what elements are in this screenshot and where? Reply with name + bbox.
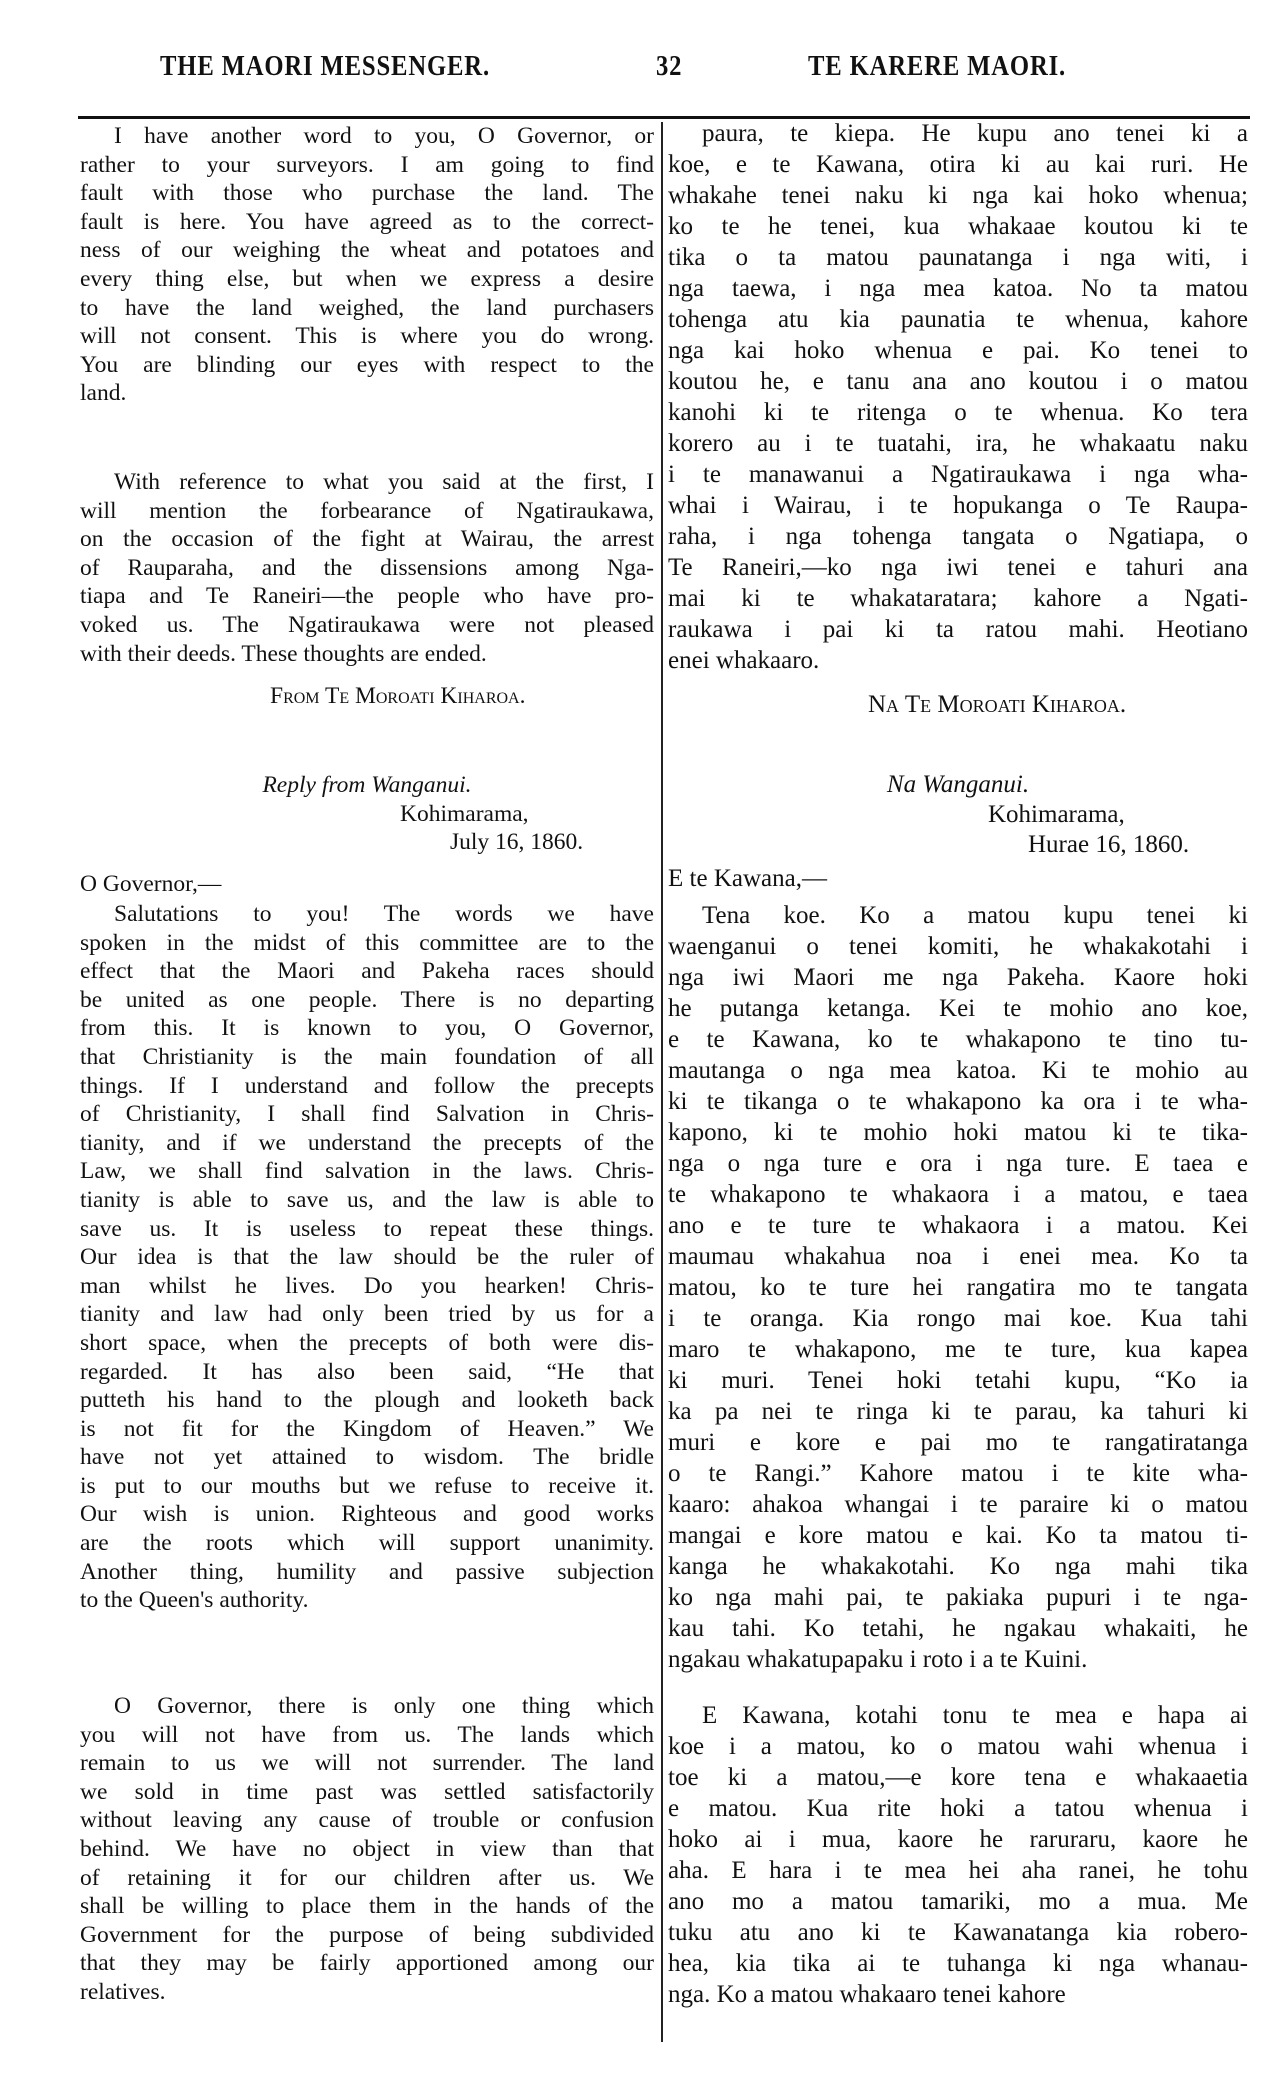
text-line: that Christianity is the main foundation of all	[80, 1043, 654, 1070]
text-line: Te Raneiri,—ko nga iwi tenei e tahuri ana	[668, 554, 1248, 581]
text-line: maro te whakapono, me te ture, kua kapea	[668, 1336, 1248, 1363]
text-line: koutou he, e tanu ana ano koutou i o matou	[668, 368, 1248, 395]
text-line: ki muri. Tenei hoki tetahi kupu, “Ko ia	[668, 1367, 1248, 1394]
paragraph	[80, 122, 654, 408]
text-line: Our idea is that the law should be the ruler of	[80, 1244, 654, 1271]
text-line: is put to our mouths but we refuse to receive it.	[80, 1472, 654, 1499]
text-line: shall be willing to place them in the hands of the	[80, 1893, 654, 1920]
masthead-english: THE MAORI MESSENGER.	[160, 50, 490, 82]
page-number: 32	[656, 50, 683, 82]
text-line: behind. We have no object in view than that	[80, 1835, 654, 1862]
text-line: ka pa nei te ringa ki te parau, ka tahuri ki	[668, 1398, 1248, 1425]
text-line: short space, when the precepts of both were dis-	[80, 1329, 654, 1356]
signature: Na Te Moroati Kiharoa.	[868, 691, 1127, 718]
text-line: kau tahi. Ko tetahi, he ngakau whakaiti, he	[668, 1615, 1248, 1642]
salutation: O Governor,—	[80, 871, 222, 897]
text-line: nga o nga ture e ora i nga ture. E taea e	[668, 1150, 1248, 1177]
text-line: have not yet attained to wisdom. The bridle	[80, 1444, 654, 1471]
text-line: hea, kia tika ai te tuhanga ki nga whanau-	[668, 1950, 1248, 1977]
text-line: e te Kawana, ko te whakapono te tino tu-	[668, 1026, 1248, 1053]
text-line: raukawa i pai ki ta ratou mahi. Heotiano	[668, 616, 1248, 643]
masthead-maori: TE KARERE MAORI.	[808, 50, 1067, 82]
text-line: I have another word to you, O Governor, or	[114, 123, 654, 149]
text-line: to have the land weighed, the land purchasers	[80, 294, 654, 321]
text-line: on the occasion of the fight at Wairau, the arrest	[80, 526, 654, 553]
text-line: e matou. Kua rite hoki a tatou whenua i	[668, 1795, 1248, 1822]
text-line: whakahe tenei naku ki nga kai hoko whenua;	[668, 182, 1248, 209]
text-line: be united as one people. There is no departing	[80, 986, 654, 1013]
text-line: is not fit for the Kingdom of Heaven.” We	[80, 1415, 654, 1442]
text-line: hoko ai i mua, kaore he raruraru, kaore he	[668, 1826, 1248, 1853]
text-line: of Rauparaha, and the dissensions among Nga-	[80, 554, 654, 581]
paragraph	[80, 1692, 654, 2007]
text-line: putteth his hand to the plough and looketh back	[80, 1387, 654, 1414]
text-line: fault is here. You have agreed as to the correct-	[80, 208, 654, 235]
text-line: are the roots which will support unanimity.	[80, 1530, 654, 1557]
text-line: tuku atu ano ki te Kawanatanga kia robero-	[668, 1919, 1248, 1946]
text-line: nga taewa, i nga mea katoa. No ta matou	[668, 275, 1248, 302]
text-line: koe, e te Kawana, otira ki au kai ruri. He	[668, 151, 1248, 178]
dateline-place: Kohimarama,	[400, 801, 529, 827]
text-line: tianity is able to save us, and the law is able to	[80, 1186, 654, 1213]
text-line: will mention the forbearance of Ngatiraukawa,	[80, 497, 654, 524]
text-line: tianity, and if we understand the precepts of the	[80, 1129, 654, 1156]
text-line: muri e kore e pai mo te rangatiratanga	[668, 1429, 1248, 1456]
text-line: remain to us we will not surrender. The land	[80, 1750, 654, 1777]
text-line: whai i Wairau, i te hopukanga o Te Raupa-	[668, 492, 1248, 519]
text-line: Salutations to you! The words we have	[114, 901, 654, 927]
paragraph	[668, 118, 1248, 676]
text-line: of retaining it for our children after us. We	[80, 1864, 654, 1891]
dateline-date: July 16, 1860.	[450, 829, 584, 855]
text-line: koe i a matou, ko o matou wahi whenua i	[668, 1733, 1248, 1760]
text-line: ano mo a matou tamariki, mo a mua. Me	[668, 1888, 1248, 1915]
text-line: Government for the purpose of being subdivided	[80, 1921, 654, 1948]
text-line: we sold in time past was settled satisfactorily	[80, 1778, 654, 1805]
text-line: enei whakaaro.	[668, 647, 820, 674]
text-line: kanga he whakakotahi. Ko nga mahi tika	[668, 1553, 1248, 1580]
text-line: E Kawana, kotahi tonu te mea e hapa ai	[702, 1702, 1248, 1729]
text-line: effect that the Maori and Pakeha races should	[80, 958, 654, 985]
text-line: ko nga mahi pai, te pakiaka pupuri i te nga-	[668, 1584, 1248, 1611]
text-line: tika o ta matou paunatanga i nga witi, i	[668, 244, 1248, 271]
text-line: tohenga atu kia paunatia te whenua, kahore	[668, 306, 1248, 333]
text-line: aha. E hara i te mea hei aha ranei, he tohu	[668, 1857, 1248, 1884]
text-line: O Governor, there is only one thing which	[114, 1693, 654, 1719]
text-line: o te Rangi.” Kahore matou i te kite wha-	[668, 1460, 1248, 1487]
text-line: i te oranga. Kia rongo mai koe. Kua tahi	[668, 1305, 1248, 1332]
text-line: nga iwi Maori me nga Pakeha. Kaore hoki	[668, 964, 1248, 991]
text-line: waenganui o tenei komiti, he whakakotahi i	[668, 933, 1248, 960]
text-line: mai ki te whakataratara; kahore a Ngati-	[668, 585, 1248, 612]
paragraph	[668, 1700, 1248, 2010]
text-line: mautanga o nga mea katoa. Ki te mohio au	[668, 1057, 1248, 1084]
text-line: You are blinding our eyes with respect to the	[80, 351, 654, 378]
signature: From Te Moroati Kiharoa.	[270, 683, 526, 709]
text-line: i te manawanui a Ngatiraukawa i nga wha-	[668, 461, 1248, 488]
text-line: will not consent. This is where you do wrong.	[80, 323, 654, 350]
text-line: te whakapono te whakaora i a matou, e taea	[668, 1181, 1248, 1208]
text-line: he putanga ketanga. Kei te mohio ano koe,	[668, 995, 1248, 1022]
text-line: land.	[80, 380, 127, 407]
text-line: regarded. It has also been said, “He that	[80, 1358, 654, 1385]
text-line: Another thing, humility and passive subjection	[80, 1558, 654, 1585]
text-line: Law, we shall find salvation in the laws. Chris-	[80, 1158, 654, 1185]
text-line: tiapa and Te Raneiri—the people who have pro-	[80, 583, 654, 610]
text-line: fault with those who purchase the land. The	[80, 180, 654, 207]
text-line: rather to your surveyors. I am going to find	[80, 151, 654, 178]
text-line: toe ki a matou,—e kore tena e whakaaetia	[668, 1764, 1248, 1791]
section-heading: Na Wanganui.	[886, 771, 1030, 798]
column-divider	[661, 122, 663, 2042]
text-line: of Christianity, I shall find Salvation in Chris-	[80, 1101, 654, 1128]
text-line: matou, ko te ture hei rangatira mo te tangata	[668, 1274, 1248, 1301]
text-line: nga. Ko a matou whakaaro tenei kahore	[668, 1981, 1066, 2008]
text-line: raha, i nga tohenga tangata o Ngatiapa, o	[668, 523, 1248, 550]
text-line: kapono, ki te mohio hoki matou ki te tika-	[668, 1119, 1248, 1146]
text-line: ano e te ture te whakaora i a matou. Kei	[668, 1212, 1248, 1239]
text-line: you will not have from us. The lands which	[80, 1721, 654, 1748]
dateline-place: Kohimarama,	[988, 801, 1125, 828]
text-line: things. If I understand and follow the precepts	[80, 1072, 654, 1099]
salutation: E te Kawana,—	[668, 865, 827, 892]
text-line: relatives.	[80, 1978, 166, 2005]
text-line: kaaro: ahakoa whangai i te paraire ki o matou	[668, 1491, 1248, 1518]
text-line: With reference to what you said at the first, I	[114, 469, 654, 495]
text-line: tianity and law had only been tried by us for a	[80, 1301, 654, 1328]
text-line: Tena koe. Ko a matou kupu tenei ki	[702, 902, 1248, 929]
text-line: voked us. The Ngatiraukawa were not pleased	[80, 611, 654, 638]
text-line: ki te tikanga o te whakapono ka ora i te wha-	[668, 1088, 1248, 1115]
text-line: every thing else, but when we express a desire	[80, 265, 654, 292]
text-line: from this. It is known to you, O Governor,	[80, 1015, 654, 1042]
text-line: maumau whakahua noa i enei mea. Ko ta	[668, 1243, 1248, 1270]
text-line: without leaving any cause of trouble or confusion	[80, 1807, 654, 1834]
dateline-date: Hurae 16, 1860.	[1028, 831, 1190, 858]
text-line: korero au i te tuatahi, ira, he whakaatu naku	[668, 430, 1248, 457]
text-line: nga kai hoko whenua e pai. Ko tenei to	[668, 337, 1248, 364]
text-line: man whilst he lives. Do you hearken! Chris-	[80, 1272, 654, 1299]
text-line: Our wish is union. Righteous and good works	[80, 1501, 654, 1528]
text-line: kanohi ki te ritenga o te whenua. Ko tera	[668, 399, 1248, 426]
text-line: ko te he tenei, kua whakaae koutou ki te	[668, 213, 1248, 240]
text-line: to the Queen's authority.	[80, 1587, 309, 1614]
text-line: ness of our weighing the wheat and potatoes and	[80, 237, 654, 264]
paragraph	[80, 900, 654, 1615]
text-line: ngakau whakatupapaku i roto i a te Kuini.	[668, 1646, 1088, 1673]
paragraph	[668, 900, 1248, 1675]
text-line: spoken in the midst of this committee are to the	[80, 929, 654, 956]
section-heading: Reply from Wanganui.	[262, 772, 472, 798]
text-line: that they may be fairly apportioned among our	[80, 1950, 654, 1977]
text-line: save us. It is useless to repeat these things.	[80, 1215, 654, 1242]
text-line: paura, te kiepa. He kupu ano tenei ki a	[702, 120, 1248, 147]
paragraph	[80, 468, 654, 668]
text-line: mangai e kore matou e kai. Ko ta matou ti-	[668, 1522, 1248, 1549]
text-line: with their deeds. These thoughts are ended.	[80, 640, 487, 667]
